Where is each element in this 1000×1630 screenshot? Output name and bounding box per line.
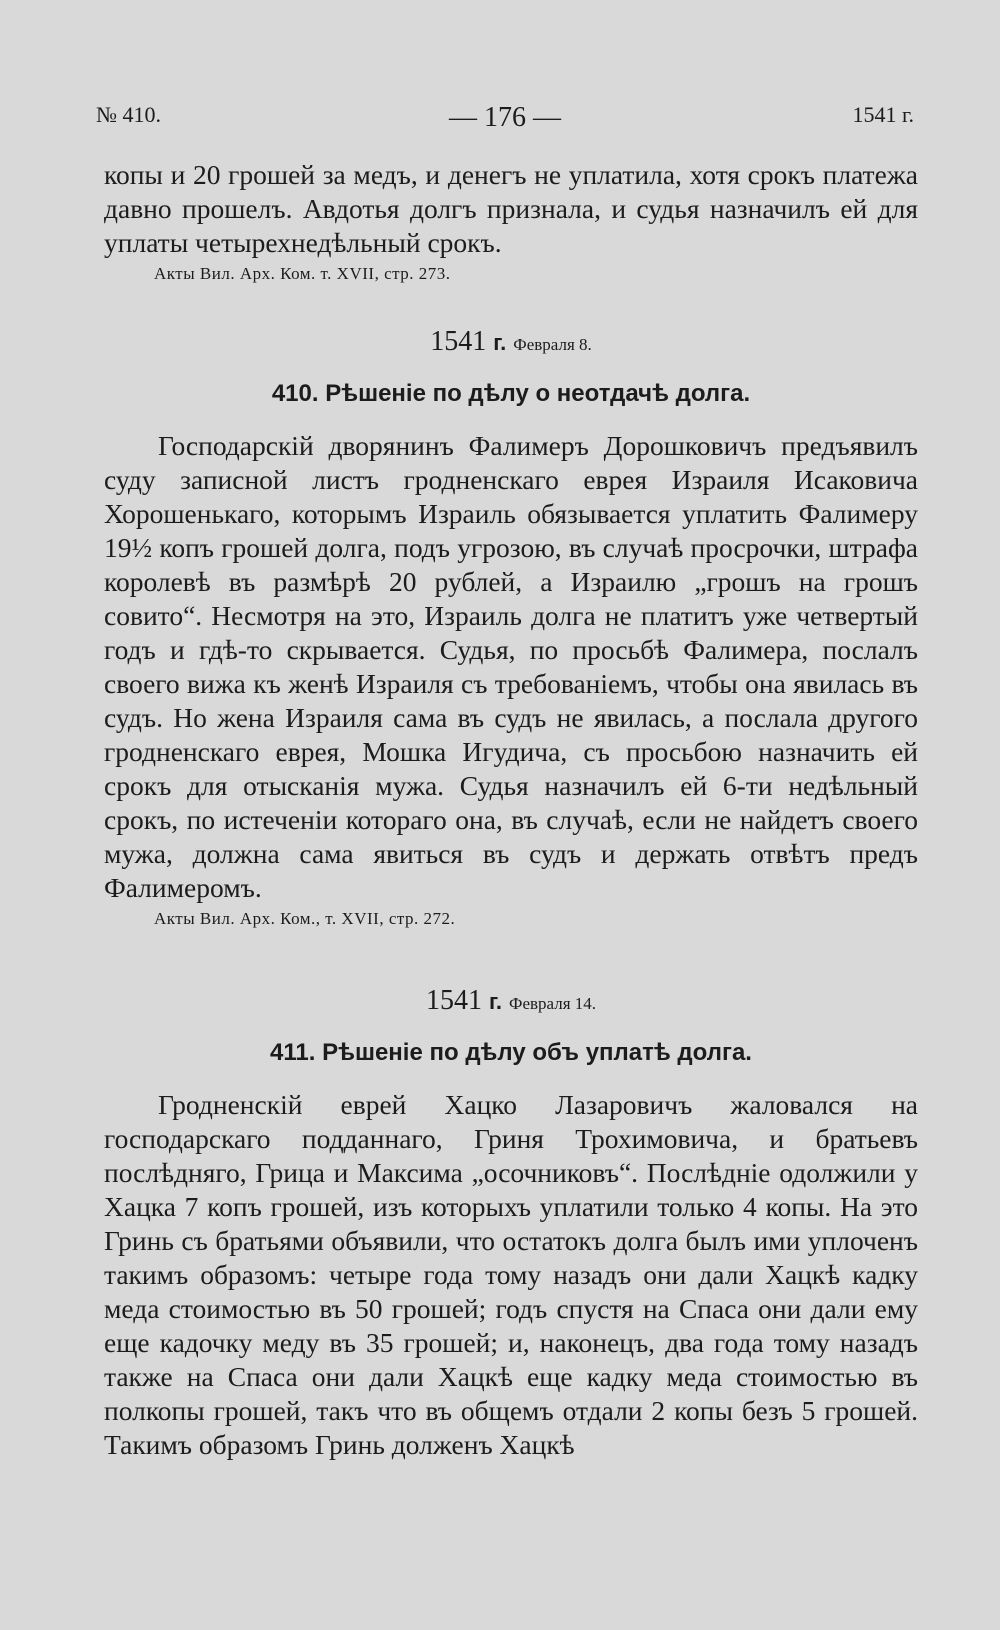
document-text: Господарскій дворянинъ Фалимеръ Дорошковичъ предъявилъ суду записной листъ гродненскаго еврея Израиля Исаковича Хорошенькаго, которымъ Израиль обязывается уплатить Фалимеру 19½ копъ грошей долга, подъ угрозою, въ случаѣ просрочки, штрафа королевѣ въ размѣрѣ 20 рублей, а Израилю „грошъ на грошъ совито“. Несмотря на это, Израиль долга не платитъ уже четвертый годъ и гдѣ-то скрывается. Судья, по просьбѣ Фалимера, послалъ своего вижа къ женѣ Израиля съ требованіемъ, чтобы она явилась въ судъ. Но жена Израиля сама въ судъ не явилась, а послала другого гродненскаго еврея, Мошка Игудича, съ просьбою назначить ей срокъ для отысканія мужа. Судья назначилъ ей 6-ти недѣльный срокъ, по истеченіи котораго она, въ случаѣ, если не найдетъ своего мужа, должна сама явиться въ судъ и держать отвѣтъ предъ Фалимеромъ. (104, 430, 918, 903)
date-year: 1541 (430, 326, 487, 357)
source-citation: Акты Вил. Арх. Ком. т. XVII, стр. 273. (154, 264, 451, 283)
date-g: г. (488, 989, 503, 1014)
date-month: Февраля 14. (509, 994, 597, 1013)
document-title: 410. Рѣшеніе по дѣлу о неотдачѣ долга. (271, 380, 751, 407)
document-text: Гродненскій еврей Хацко Лазаровичъ жаловался на господарскаго подданнаго, Гриня Трохимовича, и братьевъ послѣдняго, Грица и Максима „осочниковъ“. Послѣдніе одолжили у Хацка 7 копъ грошей, изъ которыхъ уплатили только 4 копы. На это Гринь съ братьями объявили, что остатокъ долга былъ ими уплоченъ такимъ образомъ: четыре года тому назадъ они дали Хацкѣ кадку меда стоимостью въ 50 грошей; годъ спустя на Спаса они дали ему еще кадочку меду въ 35 грошей; и, наконецъ, два года тому назадъ также на Спаса они дали Хацкѣ еще кадку меда стоимостью въ полкопы грошей, такъ что въ общемъ отдали 2 копы безъ 5 грошей. Такимъ образомъ Гринь долженъ Хацкѣ (104, 1089, 918, 1460)
document-date (104, 983, 918, 1022)
continued-paragraph: копы и 20 грошей за медъ, и денегъ не уплатила, хотя срокъ платежа давно прошелъ. Авдотья долгъ признала, и судья назначилъ ей для уплаты четырехнедѣльный срокъ. (104, 159, 918, 258)
date-g: г. (493, 330, 507, 355)
document-number: № 410. (96, 102, 161, 127)
header-year: 1541 г. (852, 102, 914, 127)
date-year: 1541 (425, 985, 482, 1016)
date-month: Февраля 8. (513, 335, 592, 354)
document-date (104, 324, 918, 363)
document-title: 411. Рѣшеніе по дѣлу объ уплатѣ долга. (270, 1039, 752, 1066)
page-header (96, 102, 914, 142)
page-body (104, 158, 918, 1462)
source-citation: Акты Вил. Арх. Ком., т. XVII, стр. 272. (154, 909, 456, 928)
page-number: — 176 — (449, 102, 561, 133)
